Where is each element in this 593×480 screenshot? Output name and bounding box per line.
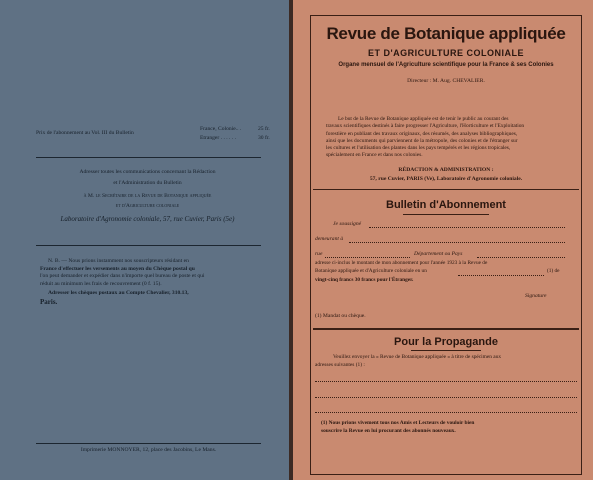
- field-rue-label: rue: [315, 251, 323, 257]
- field-residence-label: demeurant à: [315, 236, 344, 242]
- journal-director: Directeur : M. Aug. CHEVALIER.: [407, 78, 485, 84]
- intro-line-2: travaux scientifiques destinés à faire progresser l'Agriculture, l'Horticulture et l'Exploitation: [326, 123, 525, 130]
- price-france-value: 25 fr.: [258, 126, 270, 132]
- address-line-1: Adresser toutes les communications concernant la Rédaction: [79, 169, 216, 175]
- field-name-input[interactable]: [369, 227, 565, 228]
- payment-method-input[interactable]: [458, 275, 544, 276]
- right-page: [293, 0, 593, 480]
- divider-1: [36, 157, 261, 158]
- divider-3: [36, 443, 261, 444]
- propagande-footnote-1: (1) Nous prions vivement tous nos Amis et Lecteurs de vouloir bien: [321, 420, 475, 426]
- bulletin-text-3: vingt-cinq francs 30 francs pour l'Étranger.: [315, 277, 414, 283]
- bulletin-footnote: (1) Mandat ou chèque.: [315, 313, 366, 319]
- nb-line-1: N. B. — Nous prions instamment nos souscripteurs résidant en: [48, 258, 189, 264]
- field-name-label: Je soussigné: [333, 221, 362, 227]
- address-line-2: et l'Administration du Bulletin: [113, 179, 182, 186]
- propagande-top-rule: [313, 328, 579, 330]
- address-block: [30, 169, 265, 225]
- redaction-address: 57, rue Cuvier, PARIS (Ve), Laboratoire d'Agronomie coloniale.: [369, 176, 523, 182]
- bulletin-text-1: adresse ci-inclus le montant de mon abonnement pour l'année 1923 à la Revue de: [315, 260, 488, 266]
- bulletin-heading-rule: [403, 214, 489, 215]
- address-line-5: Laboratoire d'Agronomie coloniale, 57, rue Cuvier, Paris (5e): [60, 215, 235, 224]
- left-page: [0, 0, 289, 480]
- bulletin-heading: Bulletin d'Abonnement: [386, 199, 506, 211]
- field-dept-label: Département ou Pays: [414, 251, 463, 257]
- propagande-address-line-3[interactable]: [315, 412, 577, 413]
- nb-block: [40, 258, 262, 307]
- divider-2: [36, 245, 261, 246]
- price-etranger-label: Etranger . . . . . .: [200, 135, 237, 141]
- field-dept-input[interactable]: [477, 257, 565, 258]
- address-line-3: à M. le Secrétaire de la Revue de Botanique appliquée: [83, 193, 212, 200]
- journal-subtitle: ET D'AGRICULTURE COLONIALE: [368, 48, 524, 58]
- price-etranger-value: 30 fr.: [258, 135, 270, 141]
- propagande-heading: Pour la Propagande: [394, 336, 498, 348]
- bulletin-top-rule: [313, 189, 579, 190]
- field-residence-input[interactable]: [349, 242, 565, 243]
- redaction-label: RÉDACTION & ADMINISTRATION :: [398, 167, 494, 173]
- printer-line: Imprimerie MONNOYER, 12, place des Jacobins, Le Mans.: [80, 447, 217, 453]
- intro-line-6: spécialement en France et dans nos colonies.: [326, 152, 423, 159]
- nb-line-6: Paris.: [40, 297, 58, 306]
- propagande-address-line-2[interactable]: [315, 397, 577, 398]
- bulletin-text-2: Botanique appliquée et d'Agriculture coloniale en un: [315, 268, 427, 274]
- price-france-label: France, Colonie.. .: [200, 126, 242, 132]
- signature-label: Signature: [525, 293, 547, 299]
- intro-line-5: les cultures et l'utilisation des plantes dans les pays tempérés et les régions tropicales,: [326, 145, 511, 152]
- intro-line-1: Le but de la Revue de Botanique appliquée est de tenir le public au courant des: [338, 116, 509, 122]
- propagande-address-line-1[interactable]: [315, 381, 577, 382]
- subscription-label: Prix de l'abonnement au Vol. III du Bulletin: [36, 130, 134, 136]
- propagande-text-2: adresses suivantes (1) :: [315, 362, 365, 368]
- bulletin-text-2-note: (1) de: [547, 268, 560, 274]
- intro-line-4: ainsi que les documents qui parviennent de la métropole, des colonies et de l'étranger sur: [326, 137, 518, 144]
- field-rue-input[interactable]: [325, 257, 410, 258]
- address-line-4: et d'Agriculture coloniale: [115, 202, 180, 209]
- nb-line-2: France d'effectuer les versements au moyen du Chèque postal qu: [40, 265, 195, 272]
- propagande-footnote-2: souscrire la Revue en lui procurant des abonnés nouveaux.: [321, 428, 456, 434]
- journal-tagline: Organe mensuel de l'Agriculture scientifique pour la France & ses Colonies: [338, 62, 554, 68]
- journal-title: Revue de Botanique appliquée: [326, 24, 566, 43]
- nb-line-4: réduit au minimum les frais de recouvrement (0 f. 15).: [40, 280, 162, 287]
- nb-line-3: l'on peut demander et expédier dans n'importe quel bureau de poste et qui: [40, 273, 205, 280]
- propagande-text-1: Veuillez envoyer la « Revue de Botanique appliquée » à titre de spécimen aux: [333, 354, 502, 360]
- propagande-heading-rule: [411, 350, 481, 351]
- nb-line-5: Adresser les chèques postaux au Compte Chevalier, 310.13,: [48, 290, 189, 297]
- intro-block: [326, 116, 576, 160]
- intro-line-3: forestière en publiant des travaux originaux, des résumés, des analyses bibliographiques,: [326, 130, 518, 137]
